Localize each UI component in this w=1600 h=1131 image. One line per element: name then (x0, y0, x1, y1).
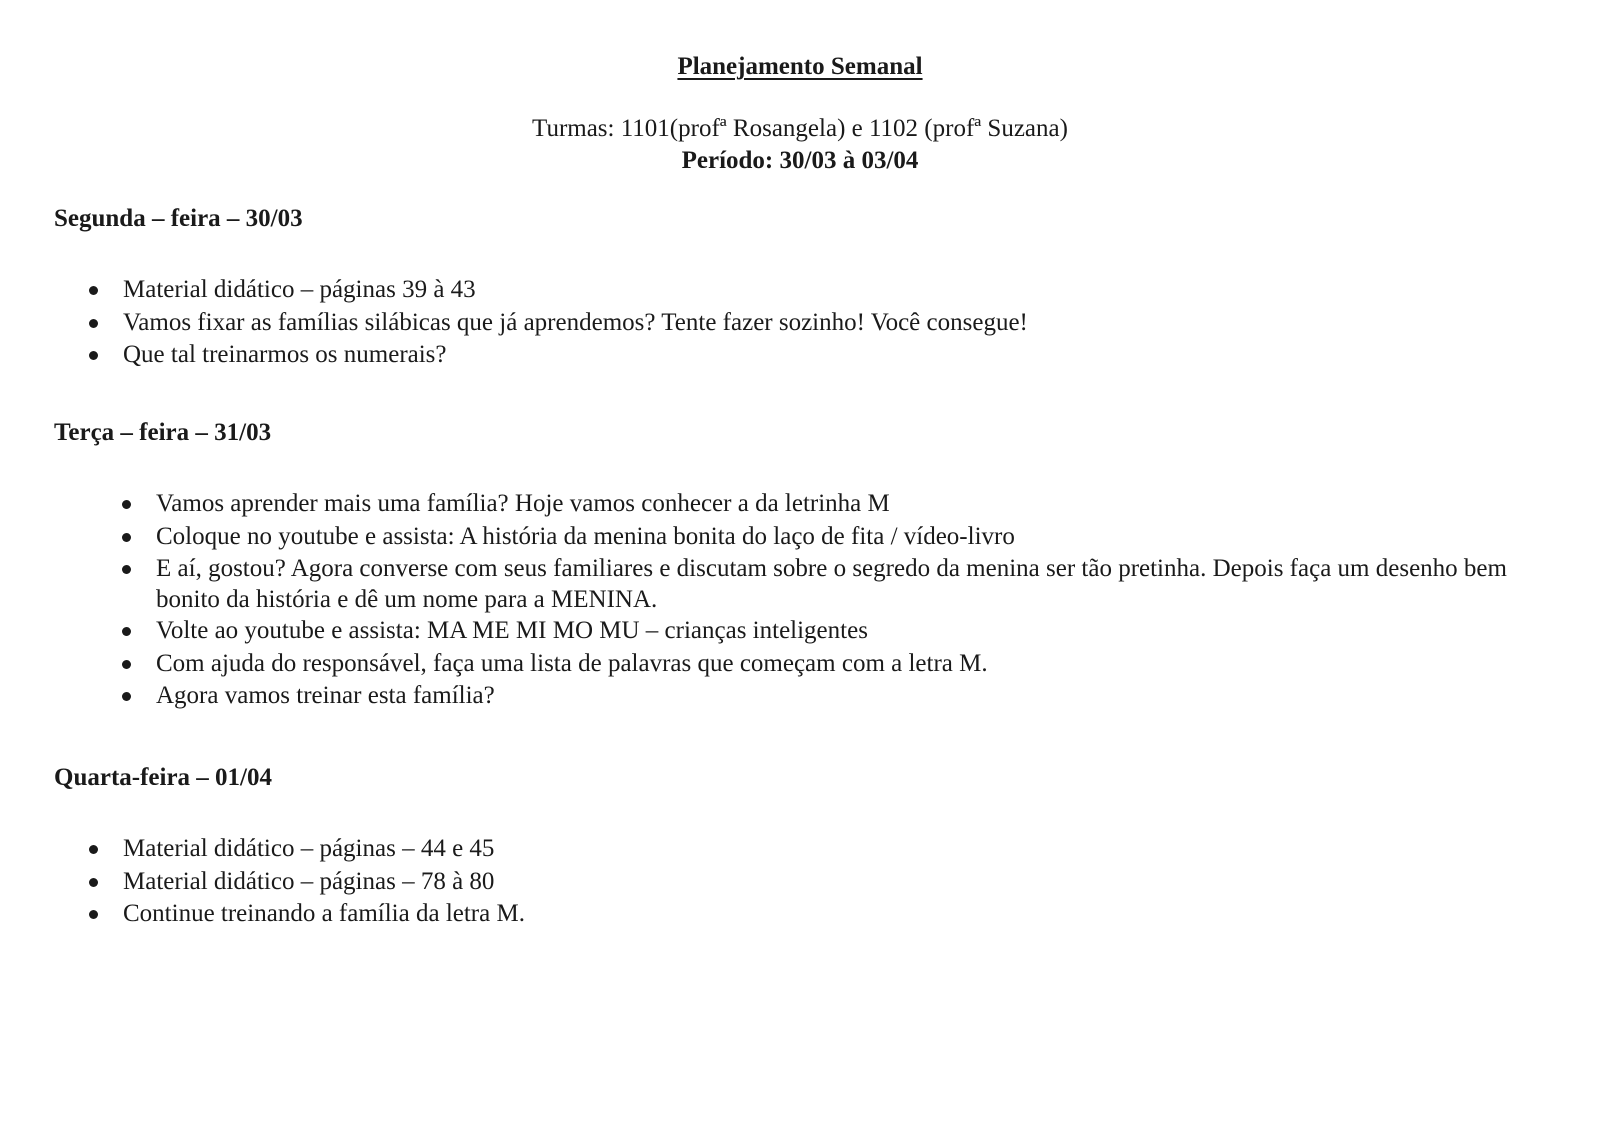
bullet-icon (122, 660, 131, 669)
list-item-text: Material didático – páginas 39 à 43 (123, 276, 476, 303)
bullet-icon (89, 319, 98, 328)
list-item (122, 553, 1562, 615)
day-heading-monday: Segunda – feira – 30/03 (54, 205, 303, 232)
bullet-icon (122, 627, 131, 636)
list-item (89, 339, 1569, 372)
task-list-tuesday (122, 488, 1562, 713)
list-item-text: Continue treinando a família da letra M. (123, 900, 525, 927)
task-list-monday (89, 274, 1569, 372)
list-item-text: Vamos aprender mais uma família? Hoje vamos conhecer a da letrinha M (156, 490, 890, 517)
bullet-icon (89, 878, 98, 887)
day-heading-tuesday: Terça – feira – 31/03 (54, 419, 272, 446)
bullet-icon (89, 910, 98, 919)
period-line: Período: 30/03 à 03/04 (681, 147, 919, 174)
list-item-text: Com ajuda do responsável, faça uma lista de palavras que começam com a letra M. (156, 649, 988, 677)
list-item (122, 488, 1562, 521)
list-item-text: Agora vamos treinar esta família? (156, 682, 495, 709)
bullet-icon (122, 533, 131, 542)
document-title: Planejamento Semanal (677, 53, 923, 80)
list-item-text: Vamos fixar as famílias silábicas que já aprendemos? Tente fazer sozinho! Você consegue! (123, 308, 1028, 336)
bullet-icon (89, 351, 98, 360)
list-item (122, 680, 1562, 713)
bullet-icon (89, 286, 98, 295)
bullet-icon (122, 500, 131, 509)
list-item-text: Material didático – páginas – 44 e 45 (123, 835, 495, 862)
list-item-text: Volte ao youtube e assista: MA ME MI MO MU – crianças inteligentes (156, 617, 868, 644)
list-item-text: Coloque no youtube e assista: A história da menina bonita do laço de fita / vídeo-livro (156, 522, 1015, 550)
list-item (89, 833, 1569, 866)
list-item-text: Que tal treinarmos os numerais? (123, 341, 447, 368)
task-list-wednesday (89, 833, 1569, 931)
list-item (122, 521, 1562, 554)
list-item (122, 648, 1562, 681)
bullet-icon (122, 565, 131, 574)
classes-line: Turmas: 1101(profª Rosangela) e 1102 (profª Suzana) (532, 115, 1068, 142)
list-item (122, 615, 1562, 648)
bullet-icon (89, 845, 98, 854)
list-item (89, 274, 1569, 307)
list-item-text: E aí, gostou? Agora converse com seus familiares e discutam sobre o segredo da menina ser tão pretinha. Depois faça um desenho bem bonito da história e dê um nome para a MENINA. (156, 555, 1507, 613)
list-item-text: Material didático – páginas – 78 à 80 (123, 867, 495, 895)
list-item (89, 898, 1569, 931)
day-heading-wednesday: Quarta-feira – 01/04 (54, 764, 273, 791)
list-item (89, 866, 1569, 899)
bullet-icon (122, 692, 131, 701)
list-item (89, 307, 1569, 340)
